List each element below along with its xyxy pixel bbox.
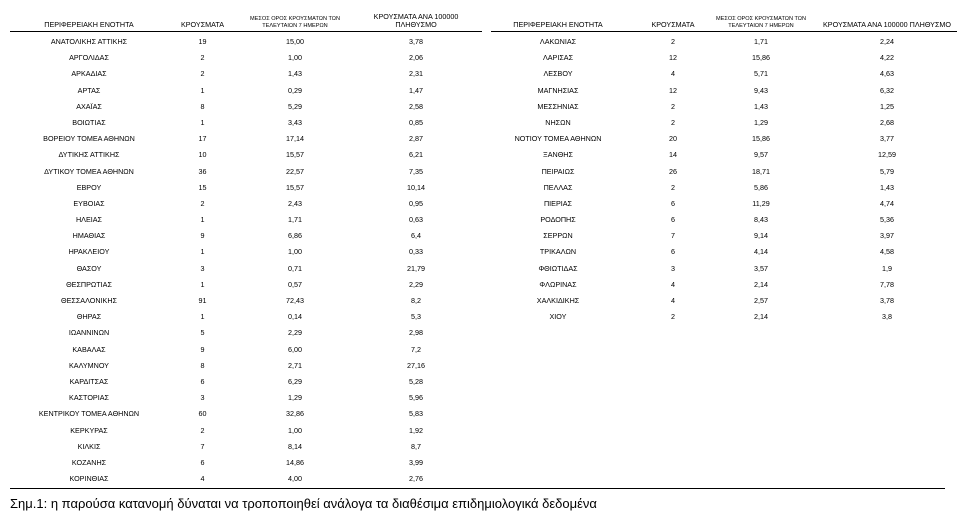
table-row [491,48,957,64]
table-row [491,178,957,194]
cell-region: ΠΙΕΡΙΑΣ [543,198,572,208]
table-row [10,210,482,226]
cell-per100k: 5,3 [411,312,421,322]
cell-per100k: 4,74 [880,198,894,208]
cell-avg7: 17,14 [286,134,304,144]
cell-avg7: 0,14 [288,312,302,322]
cell-cases: 12 [669,53,677,63]
cell-cases: 2 [200,53,205,63]
cell-per100k: 1,92 [409,425,423,435]
cell-region: ΡΟΔΟΠΗΣ [540,215,576,225]
cell-region: ΛΑΡΙΣΑΣ [542,53,574,63]
cell-avg7: 4,00 [288,474,302,484]
cell-cases: 1 [200,85,205,95]
table-row [10,404,482,420]
cell-cases: 6 [671,198,675,208]
cell-region: ΔΥΤΙΚΟΥ ΤΟΜΕΑ ΑΘΗΝΩΝ [44,166,134,176]
table-row [10,307,482,323]
cell-avg7: 1,00 [288,425,302,435]
cell-region: ΚΟΡΙΝΘΙΑΣ [69,474,109,484]
cell-region: ΑΝΑΤΟΛΙΚΗΣ ΑΤΤΙΚΗΣ [50,37,128,46]
cell-region: ΒΟΙΩΤΙΑΣ [72,117,106,127]
table-row [10,437,482,453]
cell-region: ΗΜΑΘΙΑΣ [72,231,106,241]
cell-cases: 6 [200,376,205,386]
cell-region: ΑΡΓΟΛΙΔΑΣ [69,53,109,63]
cell-per100k: 6,32 [880,85,894,95]
cell-cases: 91 [198,296,207,305]
footnote: Σημ.1: η παρούσα κατανομή δύναται να τροποποιηθεί ανάλογα τα διαθέσιμα επιδημιολογικά δεδομένα [10,496,597,511]
table-row [491,226,957,242]
cell-per100k: 1,9 [882,263,892,273]
cell-region: ΕΒΡΟΥ [76,182,102,192]
cell-per100k: 2,29 [409,279,423,289]
left-table-header [10,12,482,32]
cell-cases: 3 [200,263,205,273]
right-table-header [491,12,957,32]
table-row [10,469,482,485]
cell-region: ΚΕΡΚΥΡΑΣ [70,425,108,435]
cell-per100k: 2,76 [409,474,423,484]
cell-cases: 20 [669,134,677,144]
cell-cases: 1 [200,247,205,257]
cell-per100k: 6,4 [411,231,421,241]
cell-avg7: 11,29 [752,198,770,208]
cell-region: ΝΗΣΩΝ [545,117,571,127]
cell-avg7: 22,57 [286,166,304,176]
cell-region: ΑΧΑΪΑΣ [76,101,102,111]
cell-region: ΦΘΙΩΤΙΔΑΣ [538,263,578,273]
cell-per100k: 2,98 [409,328,423,338]
cell-per100k: 2,24 [880,37,894,46]
cell-avg7: 5,71 [754,69,768,79]
cell-avg7: 9,14 [754,231,768,241]
cell-avg7: 9,57 [754,150,768,160]
cell-avg7: 3,43 [288,117,302,127]
header-cases: ΚΡΟΥΣΜΑΤΑ [651,20,695,29]
table-row [10,162,482,178]
cell-cases: 3 [200,393,205,403]
cell-region: ΚΑΛΥΜΝΟΥ [69,360,109,370]
table-row [10,421,482,437]
cell-per100k: 5,96 [409,393,423,403]
cell-cases: 26 [669,166,677,176]
table-row [491,32,957,48]
table-row [10,113,482,129]
cell-region: ΚΕΝΤΡΙΚΟΥ ΤΟΜΕΑ ΑΘΗΝΩΝ [38,409,140,419]
cell-per100k: 3,99 [409,457,423,467]
cell-cases: 9 [200,231,205,241]
cell-avg7: 5,29 [288,101,302,111]
cell-per100k: 2,31 [409,69,423,79]
cell-region: ΧΙΟΥ [549,312,567,322]
table-row [491,259,957,275]
cell-per100k: 5,79 [880,166,894,176]
cell-avg7: 6,86 [288,231,302,241]
cell-avg7: 15,00 [286,37,304,46]
cell-cases: 2 [671,312,675,322]
table-row [491,129,957,145]
cell-cases: 2 [200,425,205,435]
cell-avg7: 32,86 [286,409,304,419]
cell-avg7: 1,71 [754,37,768,46]
cell-cases: 2 [671,37,675,46]
cell-cases: 4 [671,296,675,305]
cell-region: ΚΑΒΑΛΑΣ [72,344,106,354]
cell-cases: 4 [671,279,675,289]
cell-avg7: 1,43 [288,69,302,79]
header-avg7 [235,16,355,29]
cell-avg7: 0,71 [288,263,302,273]
cell-avg7: 15,57 [286,182,304,192]
table-row [10,259,482,275]
cell-avg7: 1,43 [754,101,768,111]
table-row [10,48,482,64]
cell-avg7: 8,14 [288,441,302,451]
cell-region: ΧΑΛΚΙΔΙΚΗΣ [536,296,580,305]
cell-per100k: 5,83 [409,409,423,419]
table-row [491,291,957,307]
cell-avg7: 1,29 [288,393,302,403]
table-row [10,178,482,194]
cell-cases: 7 [671,231,675,241]
cell-avg7: 1,29 [754,117,768,127]
table-row [10,32,482,48]
table-row [10,129,482,145]
cell-region: ΣΕΡΡΩΝ [543,231,573,241]
cell-avg7: 2,43 [288,198,302,208]
cell-per100k: 1,25 [880,101,894,111]
cell-cases: 5 [200,328,205,338]
table-row [491,275,957,291]
table-row [10,340,482,356]
cell-avg7: 0,57 [288,279,302,289]
cell-cases: 12 [669,85,677,95]
header-cases: ΚΡΟΥΣΜΑΤΑ [180,20,225,29]
cell-region: ΜΕΣΣΗΝΙΑΣ [537,101,579,111]
cell-cases: 6 [200,457,205,467]
cell-per100k: 3,8 [882,312,892,322]
cell-region: ΔΥΤΙΚΗΣ ΑΤΤΙΚΗΣ [58,150,120,160]
cell-region: ΘΕΣΣΑΛΟΝΙΚΗΣ [61,296,117,305]
cell-cases: 2 [671,101,675,111]
cell-per100k: 21,79 [407,263,425,273]
cell-avg7: 2,14 [754,312,768,322]
cell-cases: 8 [200,101,205,111]
cell-avg7: 4,14 [754,247,768,257]
cell-per100k: 3,97 [880,231,894,241]
cell-cases: 1 [200,312,205,322]
table-row [491,145,957,161]
table-row [491,242,957,258]
cell-region: ΞΑΝΘΗΣ [543,150,573,160]
cell-region: ΜΑΓΝΗΣΙΑΣ [537,85,579,95]
cell-region: ΛΑΚΩΝΙΑΣ [539,37,577,46]
cell-per100k: 27,16 [407,360,425,370]
cell-region: ΦΛΩΡΙΝΑΣ [539,279,577,289]
table-row [10,323,482,339]
cell-per100k: 1,43 [880,182,894,192]
table-row [10,81,482,97]
cell-cases: 15 [198,182,207,192]
cell-per100k: 10,14 [407,182,425,192]
left-table-body [10,32,482,485]
cell-region: ΙΩΑΝΝΙΝΩΝ [68,328,110,338]
cell-avg7: 6,00 [288,344,302,354]
cell-region: ΤΡΙΚΑΛΩΝ [539,247,577,257]
cell-per100k: 5,28 [409,376,423,386]
cell-avg7: 0,29 [288,85,302,95]
table-row [491,64,957,80]
table-row [10,275,482,291]
table-row [491,97,957,113]
cell-avg7: 72,43 [286,296,304,305]
table-row [491,162,957,178]
cell-region: ΑΡΚΑΔΙΑΣ [71,69,107,79]
header-avg7 [705,16,817,29]
cell-cases: 1 [200,117,205,127]
cell-cases: 36 [198,166,207,176]
cell-cases: 19 [198,37,207,46]
cell-per100k: 7,78 [880,279,894,289]
cell-cases: 9 [200,344,205,354]
cell-avg7: 2,71 [288,360,302,370]
header-avg7-line2: ΤΕΛΕΥΤΑΙΩΝ 7 ΗΜΕΡΩΝ [262,22,328,29]
cell-avg7: 1,71 [288,215,302,225]
cell-per100k: 8,2 [411,296,421,305]
cell-cases: 4 [671,69,675,79]
cell-region: ΕΥΒΟΙΑΣ [73,198,105,208]
cell-region: ΚΙΛΚΙΣ [77,441,101,451]
table-row [10,97,482,113]
cell-cases: 3 [671,263,675,273]
header-region: ΠΕΡΙΦΕΡΕΙΑΚΗ ΕΝΟΤΗΤΑ [44,20,134,29]
header-avg7-line2: ΤΕΛΕΥΤΑΙΩΝ 7 ΗΜΕΡΩΝ [728,22,794,29]
cell-region: ΚΑΡΔΙΤΣΑΣ [69,376,109,386]
cell-region: ΠΕΛΛΑΣ [543,182,573,192]
table-row [10,356,482,372]
cell-avg7: 14,86 [286,457,304,467]
cell-avg7: 1,00 [288,53,302,63]
cell-per100k: 8,7 [411,441,421,451]
table-row [491,210,957,226]
cell-region: ΒΟΡΕΙΟΥ ΤΟΜΕΑ ΑΘΗΝΩΝ [43,134,135,144]
cell-per100k: 3,78 [880,296,894,305]
cell-avg7: 2,29 [288,328,302,338]
cell-cases: 1 [200,215,205,225]
cell-region: ΠΕΙΡΑΙΩΣ [541,166,575,176]
cell-cases: 2 [200,69,205,79]
right-table [491,12,957,323]
cell-region: ΘΕΣΠΡΩΤΙΑΣ [66,279,112,289]
cell-per100k: 4,22 [880,53,894,63]
cell-cases: 14 [669,150,677,160]
cell-avg7: 1,00 [288,247,302,257]
cell-cases: 4 [200,474,205,484]
cell-avg7: 3,57 [754,263,768,273]
cell-per100k: 2,58 [409,101,423,111]
cell-cases: 8 [200,360,205,370]
cell-region: ΘΗΡΑΣ [76,312,102,322]
table-row [10,453,482,469]
cell-region: ΚΑΣΤΟΡΙΑΣ [69,393,109,403]
cell-per100k: 2,06 [409,53,423,63]
cell-cases: 2 [200,198,205,208]
table-row [10,226,482,242]
cell-cases: 2 [671,182,675,192]
cell-avg7: 9,43 [754,85,768,95]
cell-cases: 17 [198,134,207,144]
cell-avg7: 18,71 [752,166,770,176]
cell-cases: 6 [671,215,675,225]
table-row [10,242,482,258]
cell-per100k: 0,33 [409,247,423,257]
table-row [10,291,482,307]
cell-per100k: 7,35 [409,166,423,176]
cell-cases: 1 [200,279,205,289]
header-avg7-line1: ΜΕΣΟΣ ΟΡΟΣ ΚΡΟΥΣΜΑΤΩΝ ΤΩΝ [716,16,806,22]
cell-per100k: 7,2 [411,344,421,354]
header-per100k: ΚΡΟΥΣΜΑΤΑ ΑΝΑ 100000 ΠΛΗΘΥΣΜΟ [823,20,951,29]
table-row [10,145,482,161]
cell-avg7: 2,57 [754,296,768,305]
cell-avg7: 6,29 [288,376,302,386]
cell-avg7: 15,86 [752,134,770,144]
cell-avg7: 5,86 [754,182,768,192]
left-table [10,12,482,485]
cell-cases: 10 [198,150,207,160]
table-row [10,194,482,210]
bottom-divider [10,488,945,489]
cell-per100k: 6,21 [409,150,423,160]
cell-cases: 7 [200,441,205,451]
table-row [491,194,957,210]
table-row [491,307,957,323]
table-row [10,372,482,388]
cell-avg7: 15,57 [286,150,304,160]
cell-region: ΗΡΑΚΛΕΙΟΥ [68,247,110,257]
cell-region: ΑΡΤΑΣ [77,85,101,95]
cell-per100k: 2,87 [409,134,423,144]
right-table-body [491,32,957,323]
cell-cases: 6 [671,247,675,257]
table-row [491,81,957,97]
cell-region: ΚΟΖΑΝΗΣ [71,457,107,467]
table-row [10,64,482,80]
cell-avg7: 2,14 [754,279,768,289]
cell-per100k: 2,68 [880,117,894,127]
cell-region: ΗΛΕΙΑΣ [75,215,103,225]
table-row [491,113,957,129]
header-region: ΠΕΡΙΦΕΡΕΙΑΚΗ ΕΝΟΤΗΤΑ [513,20,603,29]
cell-per100k: 3,78 [409,37,423,46]
cell-per100k: 0,63 [409,215,423,225]
cell-avg7: 15,86 [752,53,770,63]
cell-per100k: 1,47 [409,85,423,95]
cell-per100k: 5,36 [880,215,894,225]
cell-per100k: 4,58 [880,247,894,257]
cell-per100k: 3,77 [880,134,894,144]
cell-region: ΝΟΤΙΟΥ ΤΟΜΕΑ ΑΘΗΝΩΝ [514,134,602,144]
cell-per100k: 0,85 [409,117,423,127]
cell-region: ΛΕΣΒΟΥ [543,69,573,79]
header-per100k: ΚΡΟΥΣΜΑΤΑ ΑΝΑ 100000 ΠΛΗΘΥΣΜΟ [373,12,459,29]
cell-cases: 2 [671,117,675,127]
table-row [10,388,482,404]
cell-per100k: 0,95 [409,198,423,208]
cell-cases: 60 [198,409,207,419]
cell-region: ΘΑΣΟΥ [76,263,102,273]
cell-per100k: 12,59 [878,150,896,160]
header-avg7-line1: ΜΕΣΟΣ ΟΡΟΣ ΚΡΟΥΣΜΑΤΩΝ ΤΩΝ [250,16,340,22]
cell-avg7: 8,43 [754,215,768,225]
cell-per100k: 4,63 [880,69,894,79]
